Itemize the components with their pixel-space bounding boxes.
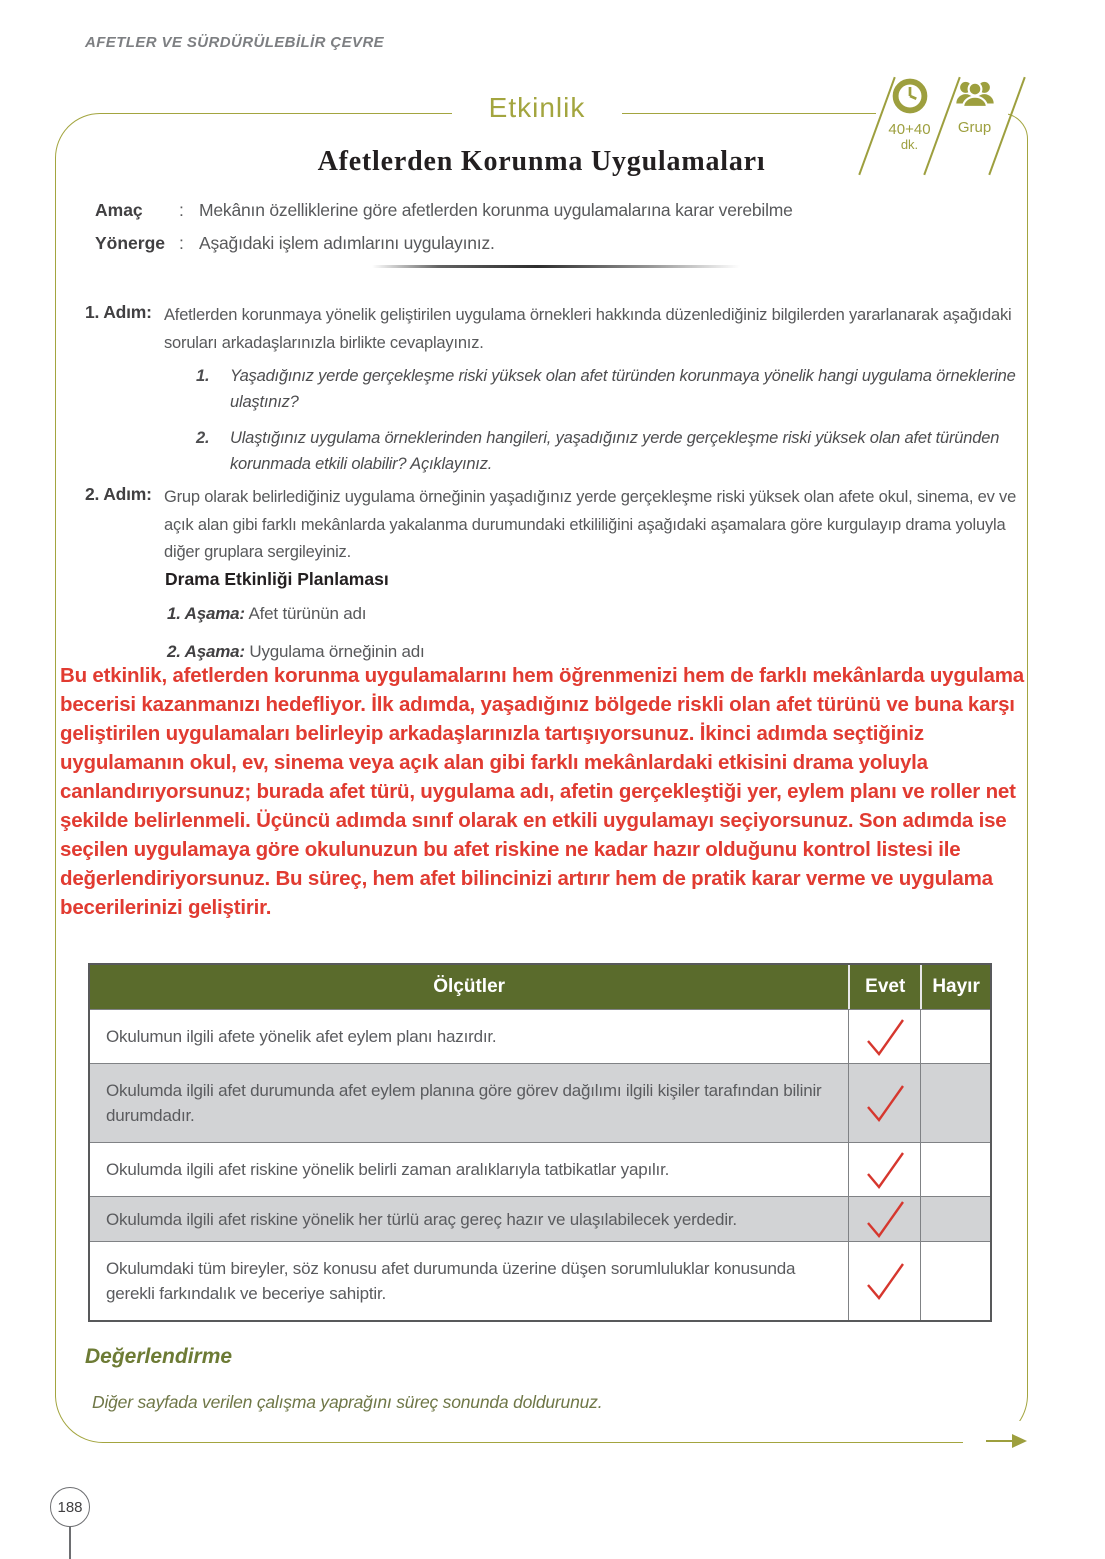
checkmark-icon (863, 1015, 907, 1059)
arrow-right-icon (986, 1440, 1014, 1442)
duration-value: 40+40 (888, 121, 931, 138)
no-cell (920, 1064, 990, 1142)
drama-stage-2-text: Uygulama örneğinin adı (249, 642, 425, 661)
drama-stage-1-label: 1. Aşama: (167, 604, 245, 623)
page-number-line (69, 1527, 71, 1559)
criteria-column-header: Ölçütler (433, 976, 506, 997)
criteria-text: Okulumda ilgili afet riskine yönelik belirli zaman aralıklarıyla tatbikatlar yapılır. (106, 1160, 670, 1179)
question-1 (196, 363, 1018, 415)
activity-title: Afetlerden Korunma Uygulamaları (317, 146, 766, 177)
question-2 (196, 425, 1018, 477)
step-1-label: 1. Adım: (85, 302, 152, 322)
no-cell (920, 1197, 990, 1241)
criteria-text: Okulumda ilgili afet riskine yönelik her türlü araç gereç hazır ve ulaşılabilecek yerdedir. (106, 1209, 737, 1229)
page-number-badge: 188 (50, 1487, 90, 1527)
clock-icon (892, 78, 928, 119)
criteria-text: Okulumdaki tüm bireyler, söz konusu afet durumunda üzerine düşen sorumluluklar konusunda gerekli farkındalık ve beceriye sahiptir. (106, 1259, 796, 1303)
yes-column-header: Evet (848, 965, 920, 1009)
group-icon (954, 78, 996, 117)
evaluation-text: Diğer sayfada verilen çalışma yaprağını süreç sonunda doldurunuz. (92, 1392, 603, 1412)
drama-stage-2 (167, 642, 425, 662)
no-cell (920, 1242, 990, 1320)
checklist-row (90, 1009, 990, 1063)
yes-cell (848, 1197, 920, 1241)
checklist-table (88, 963, 992, 1322)
drama-stage-1 (167, 604, 366, 624)
directive-colon: : (179, 233, 184, 253)
drama-plan-heading: Drama Etkinliği Planlaması (165, 569, 389, 589)
red-annotation-text: Bu etkinlik, afetlerden korunma uygulamalarını hem öğrenmenizi hem de farklı mekânlarda uygulama becerisi kazanmanızı hedefliyor. İlk adımda, yaşadığınız bölgede riskli olan afet türünü ve buna karşı geliştirilen uygulamaları belirleyip arkadaşlarınızla tartışıyorsunuz. İkinci adımda seçtiğiniz uygulamanın okul, ev, sinema veya açık alan gibi farklı mekânlardaki etkisini drama yoluyla canlandırıyorsunuz; burada afet türü, uygulama adı, afetin gerçekleştiği yer, eylem planı ve roller net şekilde belirlenmeli. Üçüncü adımda sınıf olarak en etkili uygulamayı seçiyorsunuz. Son adımda ise seçilen uygulamaya göre okulunuzun bu afet riskine ne kadar hazır olduğunu kontrol listesi ile değerlendiriyorsunuz. Bu süreç, hem afet bilincinizi artırır hem de pratik karar verme ve uygulama becerilerinizi geliştirir. (60, 664, 1024, 919)
yes-cell (848, 1010, 920, 1063)
question-1-text: Yaşadığınız yerde gerçekleşme riski yüksek olan afet türünden korunmaya yönelik hangi uygulama örneklerine ulaştınız? (230, 367, 1016, 411)
checklist-row (90, 1142, 990, 1196)
duration-unit: dk. (900, 137, 919, 152)
goal-text: Mekânın özelliklerine göre afetlerden korunma uygulamalarına karar verebilme (199, 200, 793, 220)
goal-row (95, 199, 793, 221)
evaluation-heading: Değerlendirme (85, 1345, 233, 1368)
drama-stage-2-label: 2. Aşama: (167, 642, 245, 661)
checklist-row (90, 1241, 990, 1320)
yes-cell (848, 1064, 920, 1142)
no-cell (920, 1143, 990, 1196)
question-2-number: 2. (196, 429, 210, 447)
step-2-label: 2. Adım: (85, 484, 152, 504)
criteria-text: Okulumun ilgili afete yönelik afet eylem planı hazırdır. (106, 1027, 497, 1046)
chapter-header: AFETLER VE SÜRDÜRÜLEBİLİR ÇEVRE (85, 34, 385, 51)
directive-label: Yönerge (95, 233, 166, 253)
directive-row (95, 232, 495, 254)
group-label: Grup (957, 119, 992, 136)
goal-colon: : (179, 200, 184, 220)
directive-text: Aşağıdaki işlem adımlarını uygulayınız. (199, 233, 495, 253)
criteria-text: Okulumda ilgili afet durumunda afet eylem planına göre görev dağılımı ilgili kişiler tarafından bilinir durumdadır. (106, 1081, 822, 1125)
no-cell (920, 1010, 990, 1063)
checkmark-icon (863, 1081, 907, 1125)
checkmark-icon (863, 1259, 907, 1303)
activity-tag: Etkinlik (452, 92, 622, 124)
checkmark-icon (863, 1197, 907, 1241)
step-2-text: Grup olarak belirlediğiniz uygulama örneğinin yaşadığınız yerde gerçekleşme riski yüksek olan afete okul, sinema, ev ve açık alan gibi farklı mekânlarda yakalanma durumundaki etkililiğini aşağıdaki aşamalara göre kurgulayıp drama yoluyla diğer gruplara sergileyiniz. (164, 488, 1017, 561)
yes-cell (848, 1143, 920, 1196)
step-1-text: Afetlerden korunmaya yönelik geliştirilen uygulama örnekleri hakkında düzenlediğiniz bilgilerden yararlanarak aşağıdaki soruları arkadaşlarınızla birlikte cevaplayınız. (164, 306, 1012, 352)
yes-cell (848, 1242, 920, 1320)
ornamental-divider (372, 265, 740, 268)
arrow-right-icon (1012, 1434, 1027, 1448)
checklist-header-row (90, 965, 990, 1009)
checklist-row (90, 1063, 990, 1142)
checkmark-icon (863, 1148, 907, 1192)
no-column-header: Hayır (920, 965, 990, 1009)
question-2-text: Ulaştığınız uygulama örneklerinden hangileri, yaşadığınız yerde gerçekleşme riski yüksek olan afet türünden korunmada etkili olabilir? Açıklayınız. (230, 429, 1000, 473)
question-1-number: 1. (196, 367, 210, 385)
checklist-row (90, 1196, 990, 1241)
goal-label: Amaç (95, 200, 143, 220)
drama-stage-1-text: Afet türünün adı (248, 604, 367, 623)
